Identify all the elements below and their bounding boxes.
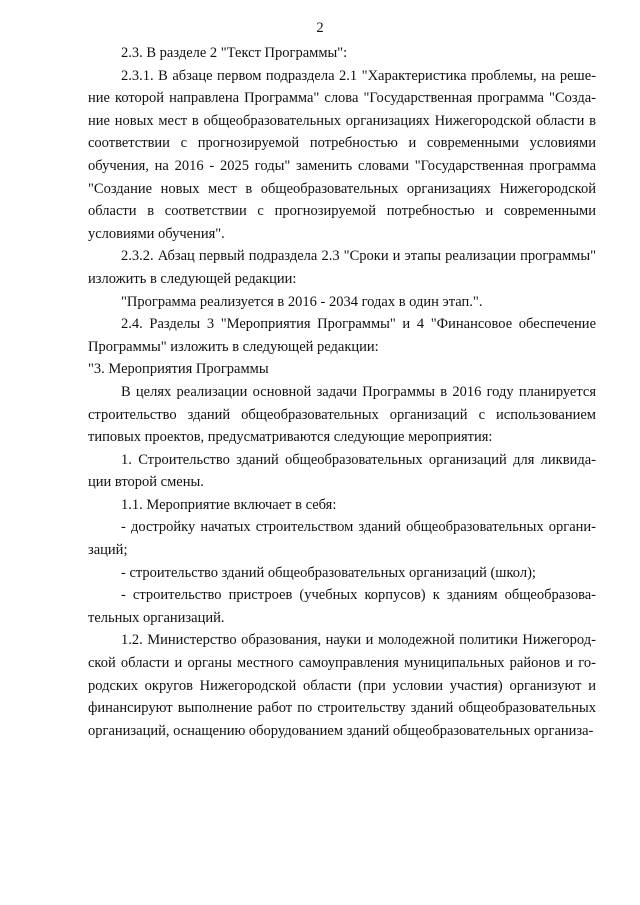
paragraph-program-period: "Программа реализуется в 2016 - 2034 годах в один этап.". xyxy=(121,293,483,310)
document-body xyxy=(88,42,596,742)
paragraph-2-3-1: 2.3.1. В абзаце первом подраздела 2.1 "Характеристика проблемы, на решение которой направлена Программа" слова "Государственная программа "Создание новых мест в общеобразовательных организациях Нижегородской области в соответствии с прогнозируемой потребностью и современными условиями обучения, на 2016 - 2025 годы" заменить словами "Государственная программа "Создание новых мест в общеобразовательных организациях Нижегородской области в соответствии с прогнозируемой потребностью и современными условиями обучения". xyxy=(88,67,596,242)
page-number: 2 xyxy=(316,20,324,36)
paragraph-item-1: 1. Строительство зданий общеобразовательных организаций для ликвидации второй смены. xyxy=(88,451,596,491)
paragraph-goals: В целях реализации основной задачи Программы в 2016 году планируется строительство зданий общеобразовательных организаций с использованием типовых проектов, предусматриваются следующие мероприятия: xyxy=(88,383,596,446)
list-item-completion: - достройку начатых строительством зданий общеобразовательных организаций; xyxy=(88,519,596,559)
list-item-construction: - строительство зданий общеобразовательных организаций (школ); xyxy=(121,564,536,581)
paragraph-item-1-1: 1.1. Мероприятие включает в себя: xyxy=(121,496,337,513)
paragraph-2-3-2: 2.3.2. Абзац первый подраздела 2.3 "Сроки и этапы реализации программы" изложить в следующей редакции: xyxy=(88,248,596,287)
paragraph-2-3: 2.3. В разделе 2 "Текст Программы": xyxy=(121,45,348,61)
list-item-extensions: - строительство пристроев (учебных корпусов) к зданиям общеобразовательных организаций. xyxy=(88,587,596,626)
paragraph-item-1-2: 1.2. Министерство образования, науки и молодежной политики Нижегородской области и органы местного самоуправления муниципальных районов и городских округов Нижегородской области (при условии участия) организуют и финансируют выполнение работ по строительству зданий общеобразовательных организаций, оснащению оборудованием зданий общеобразовательных организа- xyxy=(88,632,596,739)
paragraph-2-4: 2.4. Разделы 3 "Мероприятия Программы" и 4 "Финансовое обеспечение Программы" изложить в следующей редакции: xyxy=(88,316,596,355)
section-heading: "3. Мероприятия Программы xyxy=(88,361,269,378)
